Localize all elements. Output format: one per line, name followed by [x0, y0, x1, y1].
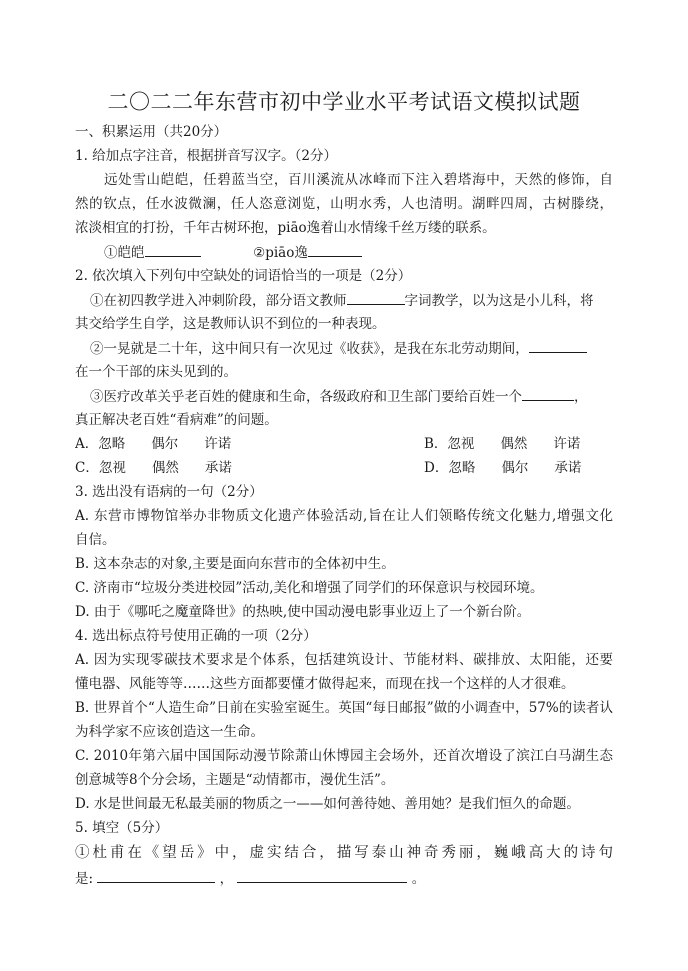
answer-1-label: ①皑皑 — [104, 245, 145, 261]
section-heading: 一、积累运用（共20分） — [75, 124, 228, 140]
question-4-option-c-cont: 创意城等8个分会场，主题是“动情都市，漫优生活”。 — [75, 772, 395, 788]
blank-2[interactable] — [529, 339, 587, 353]
question-5-stem: 5. 填空（5分） — [75, 820, 169, 836]
answer-2-label: ②piāo逸 — [253, 245, 308, 261]
question-3-option-a-cont: 自信。 — [75, 532, 116, 548]
question-2-sentence-2: ②一晃就是二十年，这中间只有一次见过《收获》，是我在东北劳动期间， — [90, 339, 613, 358]
option-d[interactable]: D．忽略 偶尔 承诺 — [424, 460, 582, 476]
blank-1[interactable] — [347, 291, 405, 305]
question-3-option-c[interactable]: C. 济南市“垃圾分类进校园”活动,美化和增强了同学们的环保意识与校园环境。 — [75, 580, 544, 596]
question-4-option-b[interactable]: B. 世界首个“人造生命”日前在实验室诞生。英国“每日邮报”做的小调查中，57%的读者认 — [75, 700, 613, 716]
answer-2-blank[interactable] — [308, 243, 362, 257]
poem-blank-1[interactable] — [97, 869, 215, 883]
question-2-sentence-2-cont: 在一个干部的床头见到的。 — [75, 364, 237, 380]
option-c[interactable]: C．忽视 偶然 承诺 — [75, 460, 232, 476]
page-title: 二〇二二年东营市初中学业水平考试语文模拟试题 — [107, 90, 581, 114]
question-4-option-d[interactable]: D. 水是世间最无私最美丽的物质之一——如何善待她、善用她？是我们恒久的命题。 — [75, 796, 580, 812]
answer-1-blank[interactable] — [145, 243, 201, 257]
question-4-stem: 4. 选出标点符号使用正确的一项（2分） — [75, 628, 317, 644]
question-1-passage-line: 远处雪山皑皑，任碧蓝当空，百川溪流从冰峰而下注入碧塔海中，天然的修饰，自 — [104, 172, 613, 188]
poem-blank-2[interactable] — [237, 869, 407, 883]
question-2-sentence-3-cont: 真正解决老百姓“看病难”的问题。 — [75, 412, 278, 428]
question-4-option-b-cont: 为科学家不应该创造这一生命。 — [75, 724, 264, 740]
question-2-sentence-1-cont: 其交给学生自学，这是教师认识不到位的一种表现。 — [75, 316, 386, 332]
question-4-option-a[interactable]: A. 因为实现零碳技术要求是个体系，包括建筑设计、节能材料、碳排放、太阳能，还要 — [75, 652, 613, 668]
question-5-line-2: 是: ， 。 — [75, 871, 426, 887]
question-4-option-a-cont: 懂电器、风能等等……这些方面都要懂才做得起来，而现在找一个这样的人才很难。 — [75, 676, 575, 692]
question-3-stem: 3. 选出没有语病的一句（2分） — [75, 484, 263, 500]
question-3-option-d[interactable]: D. 由于《哪吒之魔童降世》的热映,使中国动漫电影事业迈上了一个新台阶。 — [75, 604, 531, 620]
question-2-stem: 2. 依次填入下列句中空缺处的词语恰当的一项是（2分） — [75, 268, 412, 284]
question-2-sentence-1: ①在初四教学进入冲刺阶段，部分语文教师 字词教学，以为这是小儿科，将 — [90, 293, 594, 309]
question-1-stem: 1. 给加点字注音，根据拼音写汉字。（2分） — [75, 148, 338, 164]
question-3-option-b[interactable]: B. 这本杂志的对象,主要是面向东营市的全体初中生。 — [75, 556, 395, 572]
question-1-passage-line: 然的钦点，任水波微澜，任人恣意浏览，山明水秀，人也清明。湖畔四周，古树滕绕， — [75, 196, 613, 212]
question-1-answers — [104, 243, 642, 262]
option-a[interactable]: A．忽略 偶尔 许诺 — [75, 436, 232, 452]
question-5-line-1: ①杜甫在《望岳》中，虚实结合，描写泰山神奇秀丽，巍峨高大的诗句 — [75, 845, 613, 861]
question-4-option-c[interactable]: C. 2010年第六届中国国际动漫节除萧山休博园主会场外，还首次增设了滨江白马湖生态 — [75, 748, 613, 764]
question-3-option-a[interactable]: A. 东营市博物馆举办非物质文化遗产体验活动,旨在让人们领略传统文化魅力,增强文化 — [75, 508, 613, 524]
blank-3[interactable] — [522, 387, 574, 401]
option-b[interactable]: B．忽视 偶然 许诺 — [424, 436, 581, 452]
question-2-sentence-3: ③医疗改革关乎老百姓的健康和生命，各级政府和卫生部门要给百姓一个 ， — [90, 389, 588, 405]
question-1-passage-line: 浓淡相宜的打扮，千年古树环抱，piāo逸着山水情缘千丝万缕的联系。 — [75, 220, 496, 236]
